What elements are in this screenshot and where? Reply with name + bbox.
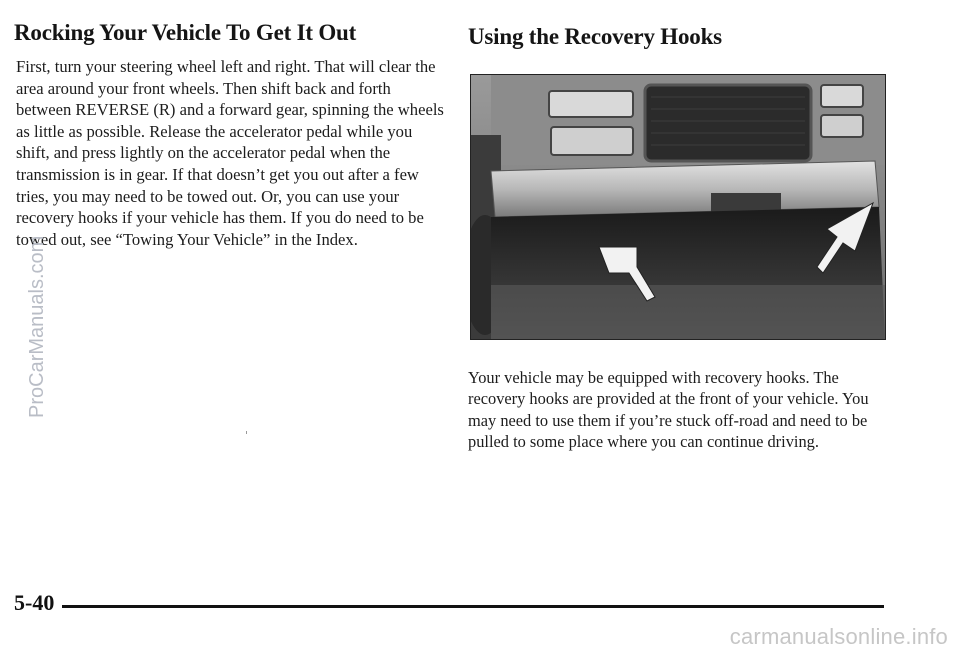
footer-rule (62, 605, 884, 608)
truck-front-recovery-hooks-photo-icon (471, 75, 885, 339)
left-column (14, 20, 444, 250)
footer-watermark: carmanualsonline.info (729, 624, 948, 649)
rocking-vehicle-body: First, turn your steering wheel left and right. That will clear the area around your front wheels. Then shift back and forth between REVERSE (R) and a forward gear, spinning the wheels as little as possible. Release the accelerator pedal while you shift, and press lightly on the accelerator pedal when the transmission is in gear. If that doesn’t get you out after a few tries, you may need to be towed out. Or, you can use your recovery hooks if your vehicle has them. If you do need to be towed out, see “Towing Your Vehicle” in the Index. (16, 57, 444, 249)
right-column-header (468, 24, 888, 50)
recovery-hooks-body: Your vehicle may be equipped with recovery hooks. The recovery hooks are provided at the front of your vehicle. You may need to use them if you’re stuck off-road and need to be pulled to some place where you can continue driving. (468, 368, 869, 452)
stray-mark (246, 431, 247, 434)
truck-front-photo (470, 74, 886, 340)
page-number: 5-40 (14, 590, 55, 615)
side-watermark-text: ProCarManuals.com (26, 235, 48, 418)
rocking-vehicle-heading: Rocking Your Vehicle To Get It Out (14, 20, 357, 45)
recovery-hooks-heading: Using the Recovery Hooks (468, 24, 722, 49)
